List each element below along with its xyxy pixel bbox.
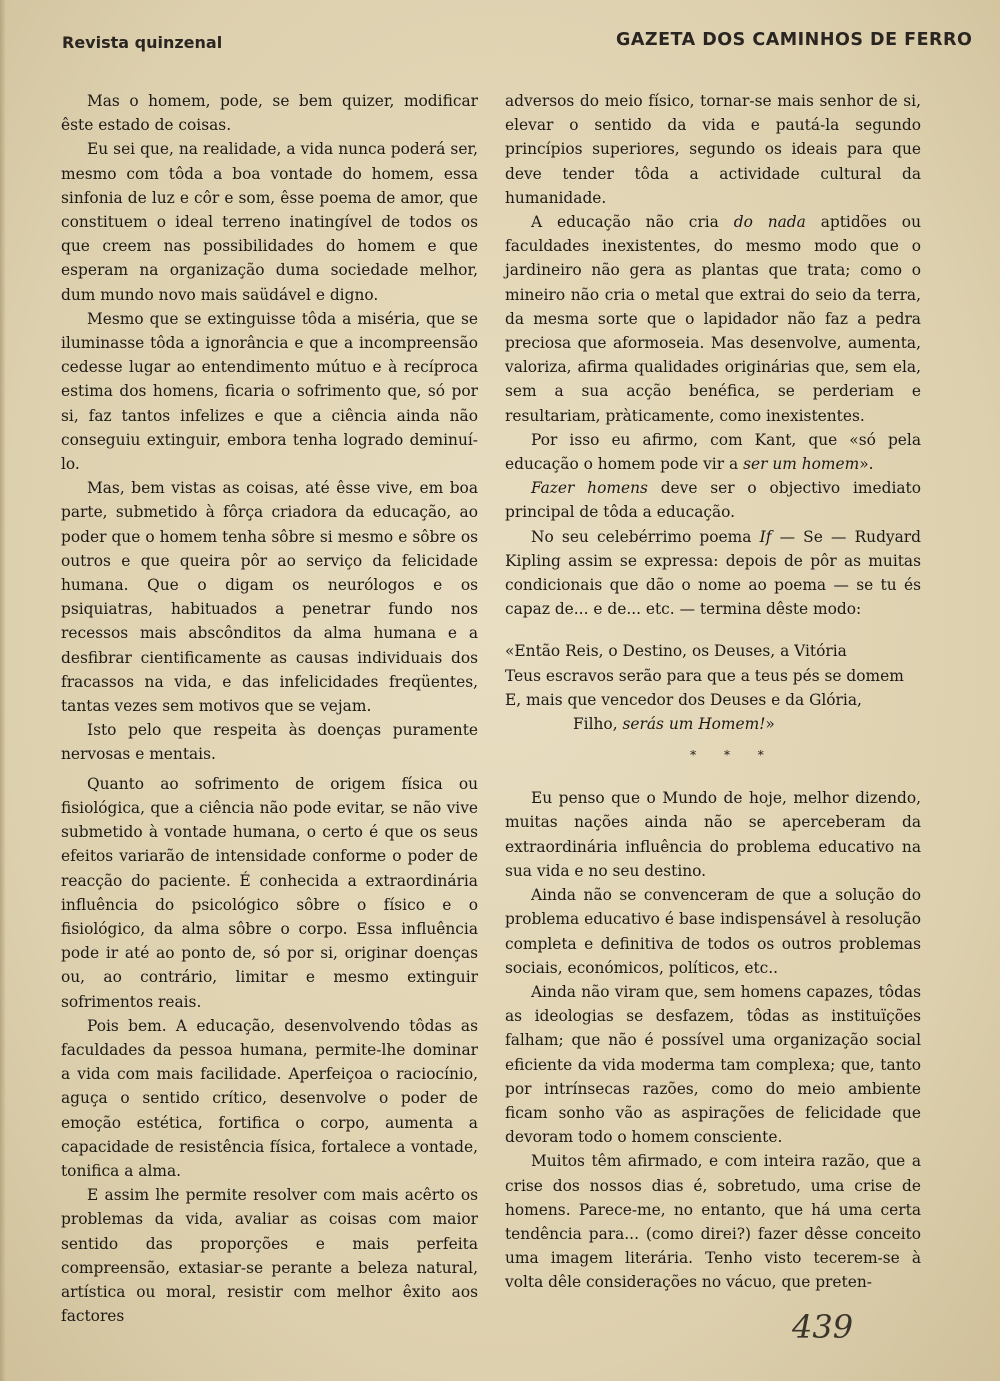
- poem-quote: [505, 639, 921, 736]
- paragraph: A educação não cria do nada aptidões ou faculdades inexistentes, do mesmo modo que o jardineiro não gera as plantas que trata; como o mineiro não cria o metal que extrai do seio da terra, da mesma sorte que o lapidador não faz a pedra preciosa que aformoseia. Mas desenvolve, aumenta, valoriza, afirma qualidades originárias que, sem ela, sem a sua acção benéfica, se perderiam e resultariam, pràticamente, como inexistentes.: [505, 213, 921, 425]
- emphasis: serás um Homem!: [622, 715, 766, 734]
- left-column: [61, 89, 478, 1328]
- paragraph: Ainda não viram que, sem homens capazes, tôdas as ideologias se desfazem, tôdas as instituïções falham; que não é possível uma organização social eficiente da vida moderma tam complexa; que, tanto por intrínsecas razões, como do meio ambiente ficam sonho vão as aspirações de felicidade que devoram todo o homem consciente.: [505, 982, 921, 1147]
- section-divider: * * *: [690, 748, 776, 763]
- verse-line: Filho, serás um Homem!»: [573, 715, 775, 734]
- emphasis: Fazer homens: [531, 479, 648, 498]
- paragraph: Isto pelo que respeita às doenças puramente nervosas e mentais.: [61, 721, 478, 764]
- header-publication-frequency: Revista quinzenal: [62, 33, 223, 52]
- verse-line: E, mais que vencedor dos Deuses e da Glória,: [505, 690, 862, 709]
- emphasis: ser um homem: [743, 455, 860, 474]
- paragraph: Fazer homens deve ser o objectivo imediato principal de tôda a educação.: [505, 479, 921, 522]
- paragraph: Pois bem. A educação, desenvolvendo tôdas as faculdades da pessoa humana, permite-lhe dominar a vida com mais facilidade. Aperfeiçoa o raciocínio, aguça o sentido crítico, desenvolve o poder de emoção estética, fortifica o corpo, aumenta a capacidade de resistência física, fortalece a vontade, tonifica a alma.: [61, 1016, 478, 1180]
- paragraph: Muitos têm afirmado, e com inteira razão, que a crise dos nossos dias é, sobretudo, uma crise de homens. Parece-me, no entanto, que há uma certa tendência para... (como direi?) fazer dêsse conceito uma imagem literária. Tenho visto tecerem-se à volta dêle considerações no vácuo, que preten-: [505, 1152, 921, 1292]
- header-journal-title: GAZETA DOS CAMINHOS DE FERRO: [616, 30, 973, 50]
- emphasis: If: [759, 527, 772, 546]
- paragraph: Mas o homem, pode, se bem quizer, modificar êste estado de coisas.: [61, 92, 478, 135]
- page-number: 439: [792, 1308, 854, 1346]
- paragraph: E assim lhe permite resolver com mais acêrto os problemas da vida, avaliar as coisas com maior sentido das proporções e mais perfeita compreensão, extasiar-se perante a beleza natural, artística ou moral, resistir com melhor êxito aos factores: [61, 1186, 478, 1326]
- paragraph: No seu celebérrimo poema If — Se — Rudyard Kipling assim se expressa: depois de pôr as muitas condicionais que dão o nome ao poema — se tu és capaz de... e de... etc. — termina dêste modo:: [505, 527, 921, 619]
- paragraph: Por isso eu afirmo, com Kant, que «só pela educação o homem pode vir a ser um homem».: [505, 430, 921, 474]
- paragraph-continuation: adversos do meio físico, tornar-se mais senhor de si, elevar o sentido da vida e pautá-la segundo princípios superiores, segundo os ideais para que deve tender tôda a actividade cultural da humanidade.: [505, 92, 921, 207]
- emphasis: do nada: [733, 213, 806, 232]
- verse-line: «Então Reis, o Destino, os Deuses, a Vitória: [505, 642, 847, 661]
- paragraph: Ainda não se convenceram de que a solução do problema educativo é base indispensável à resolução completa e definitiva de todos os outros problemas sociais, económicos, políticos, etc..: [505, 886, 921, 977]
- paragraph: Mas, bem vistas as coisas, até êsse vive, em boa parte, submetido à fôrça criadora da educação, ao poder que o homem tenha sôbre si mesmo e sôbre os outros e que queira pôr ao serviço da felicidade humana. Que o digam os neurólogos e os psiquiatras, habituados a penetrar fundo nos recessos mais abscônditos da alma humana e a desfibrar cientificamente as causas individuais dos fracassos na vida, e das infelicidades freqüentes, tantas vezes sem motivos que se vejam.: [61, 479, 478, 716]
- paragraph: Eu penso que o Mundo de hoje, melhor dizendo, muitas nações ainda não se aperceberam da extraordinária influência do problema educativo na sua vida e no seu destino.: [505, 789, 921, 880]
- right-column: [505, 89, 921, 1295]
- paragraph: Quanto ao sofrimento de origem física ou fisiológica, que a ciência não pode evitar, se não vive submetido à vontade humana, o certo é que os seus efeitos variarão de intensidade conforme o poder de reacção do paciente. É conhecida a extraordinária influência do psicológico sôbre o físico e o fisiológico, da alma sôbre o corpo. Essa influência pode ir até ao ponto de, só por si, originar doenças ou, ao contrário, limitar e mesmo extinguir sofrimentos reais.: [61, 774, 478, 1011]
- page-edge-shadow: [0, 0, 6, 1381]
- paragraph: Eu sei que, na realidade, a vida nunca poderá ser, mesmo com tôda a boa vontade do homem, essa sinfonia de luz e côr e som, êsse poema de amor, que constituem o ideal terreno inatingível de todos os que creem nas possibilidades do homem e que esperam na organização duma sociedade melhor, dum mundo novo mais saüdável e digno.: [61, 140, 478, 304]
- paragraph: Mesmo que se extinguisse tôda a miséria, que se iluminasse tôda a ignorância e que a incompreensão cedesse lugar ao entendimento mútuo e à recíproca estima dos homens, ficaria o sofrimento que, só por si, faz tantos infelizes e que a ciência ainda não conseguiu extinguir, embora tenha logrado deminuí-lo.: [61, 309, 478, 474]
- verse-line: Teus escravos serão para que a teus pés se domem: [505, 666, 904, 685]
